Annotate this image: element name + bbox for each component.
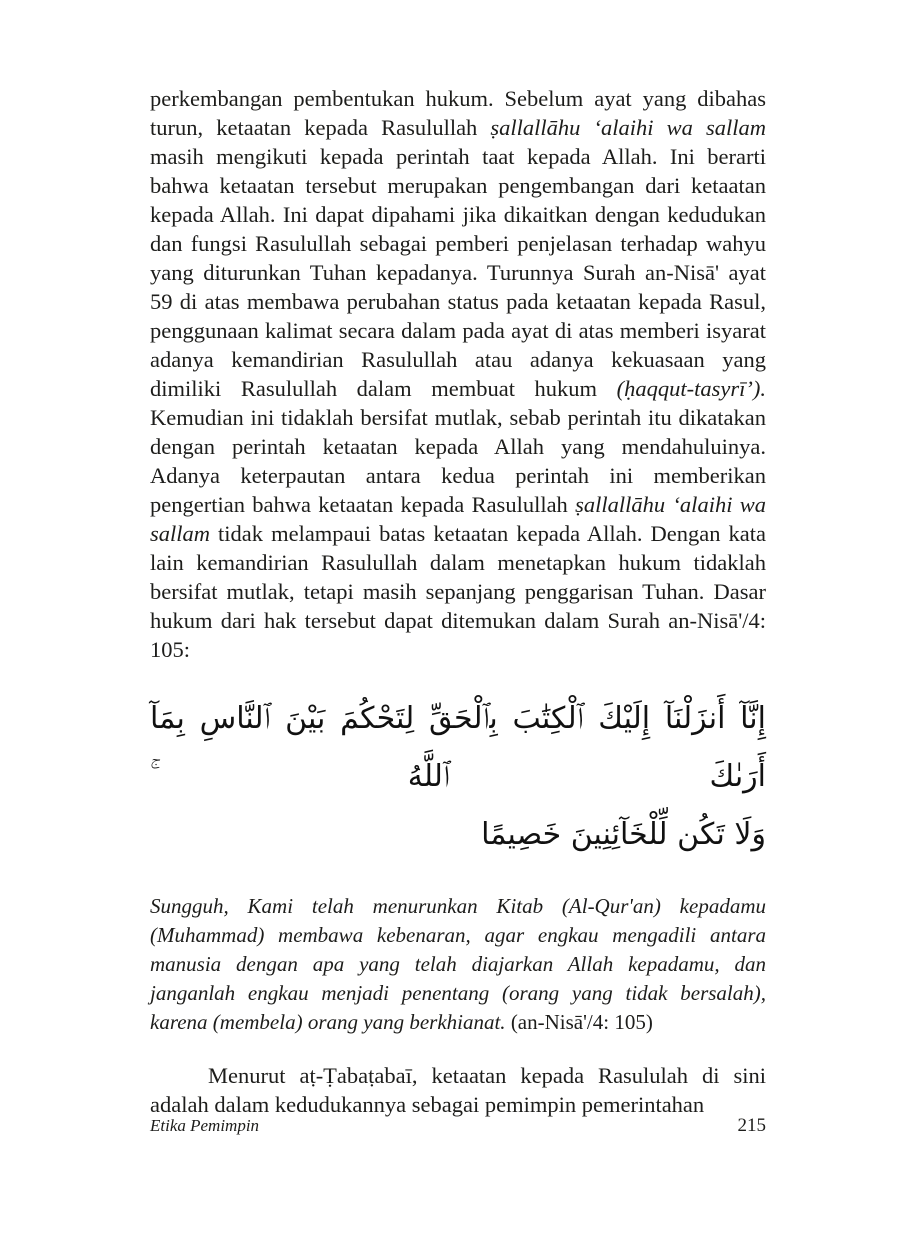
quran-verse — [150, 690, 766, 864]
italic-honorific: ṣallallāhu ‘alaihi wa sallam — [490, 115, 766, 140]
translation-text: Sungguh, Kami telah menurunkan Kitab (Al-Qur'an) kepadamu (Muhammad) membawa kebenaran, agar engkau mengadili antara manusia dengan apa yang telah diajarkan Allah kepadamu, dan janganlah engkau menjadi penentang (orang yang tidak bersalah), karena (membela) orang yang berkhianat. — [150, 894, 766, 1034]
verse-translation — [150, 892, 766, 1037]
running-title: Etika Pemimpin — [150, 1116, 260, 1135]
body-paragraph-2: Menurut aṭ-Ṭabaṭabaī, ketaatan kepada Rasululah di sini adalah dalam kedudukannya sebagai pemimpin pemerintahan — [150, 1063, 766, 1117]
quran-verse-line-1: إِنَّآ أَنزَلْنَآ إِلَيْكَ ٱلْكِتَٰبَ بِٱلْحَقِّ لِتَحْكُمَ بَيْنَ ٱلنَّاسِ بِمَآ أَرَىٰكَ ٱللَّهُ ۚ — [150, 701, 766, 794]
italic-honorific: ṣallallāhu ‘alaihi wa sallam — [150, 492, 767, 546]
paragraph-text: masih mengikuti kepada perintah taat kepada Allah. Ini berarti bahwa ketaatan tersebut merupakan pengembangan dari ketaatan kepada Allah. Ini dapat dipahami jika dikaitkan dengan kedudukan dan fungsi Rasulullah sebagai pemberi penjelasan terhadap wahyu yang diturunkan Tuhan kepadanya. Turunnya Surah an-Nisā' ayat 59 di atas membawa perubahan status pada ketaatan kepada Rasul, penggunaan kalimat secara dalam pada ayat di atas memberi isyarat adanya kemandirian Rasulullah atau adanya kekuasaan yang dimiliki Rasulullah dalam membuat hukum — [150, 144, 766, 401]
italic-term: (ḥaqqut-tasyrī’). — [616, 376, 766, 401]
paragraph-text: Kemudian ini tidaklah bersifat mutlak, sebab perintah itu dikatakan dengan perintah ketaatan kepada Allah yang mendahuluinya. Adanya keterpautan antara kedua perintah ini memberikan pengertian bahwa ketaatan kepada Rasulullah — [150, 405, 766, 517]
paragraph-text: perkembangan pembentukan hukum. Sebelum ayat yang dibahas turun, ketaatan kepada Rasulullah — [150, 86, 766, 140]
page-number: 215 — [737, 1115, 766, 1136]
page-footer — [150, 1115, 766, 1137]
quran-verse-line-2: وَلَا تَكُن لِّلْخَآئِنِينَ خَصِيمًا — [481, 817, 766, 852]
verse-reference: (an-Nisā'/4: 105) — [510, 1010, 653, 1034]
body-paragraph-1 — [150, 84, 766, 664]
page-body — [150, 84, 766, 1119]
paragraph-text: tidak melampaui batas ketaatan kepada Allah. Dengan kata lain kemandirian Rasulullah dalam menetapkan hukum tidaklah bersifat mutlak, tetapi masih sepanjang penggarisan Tuhan. Dasar hukum dari hak tersebut dapat ditemukan dalam Surah an-Nisā'/4: 105: — [150, 521, 766, 662]
